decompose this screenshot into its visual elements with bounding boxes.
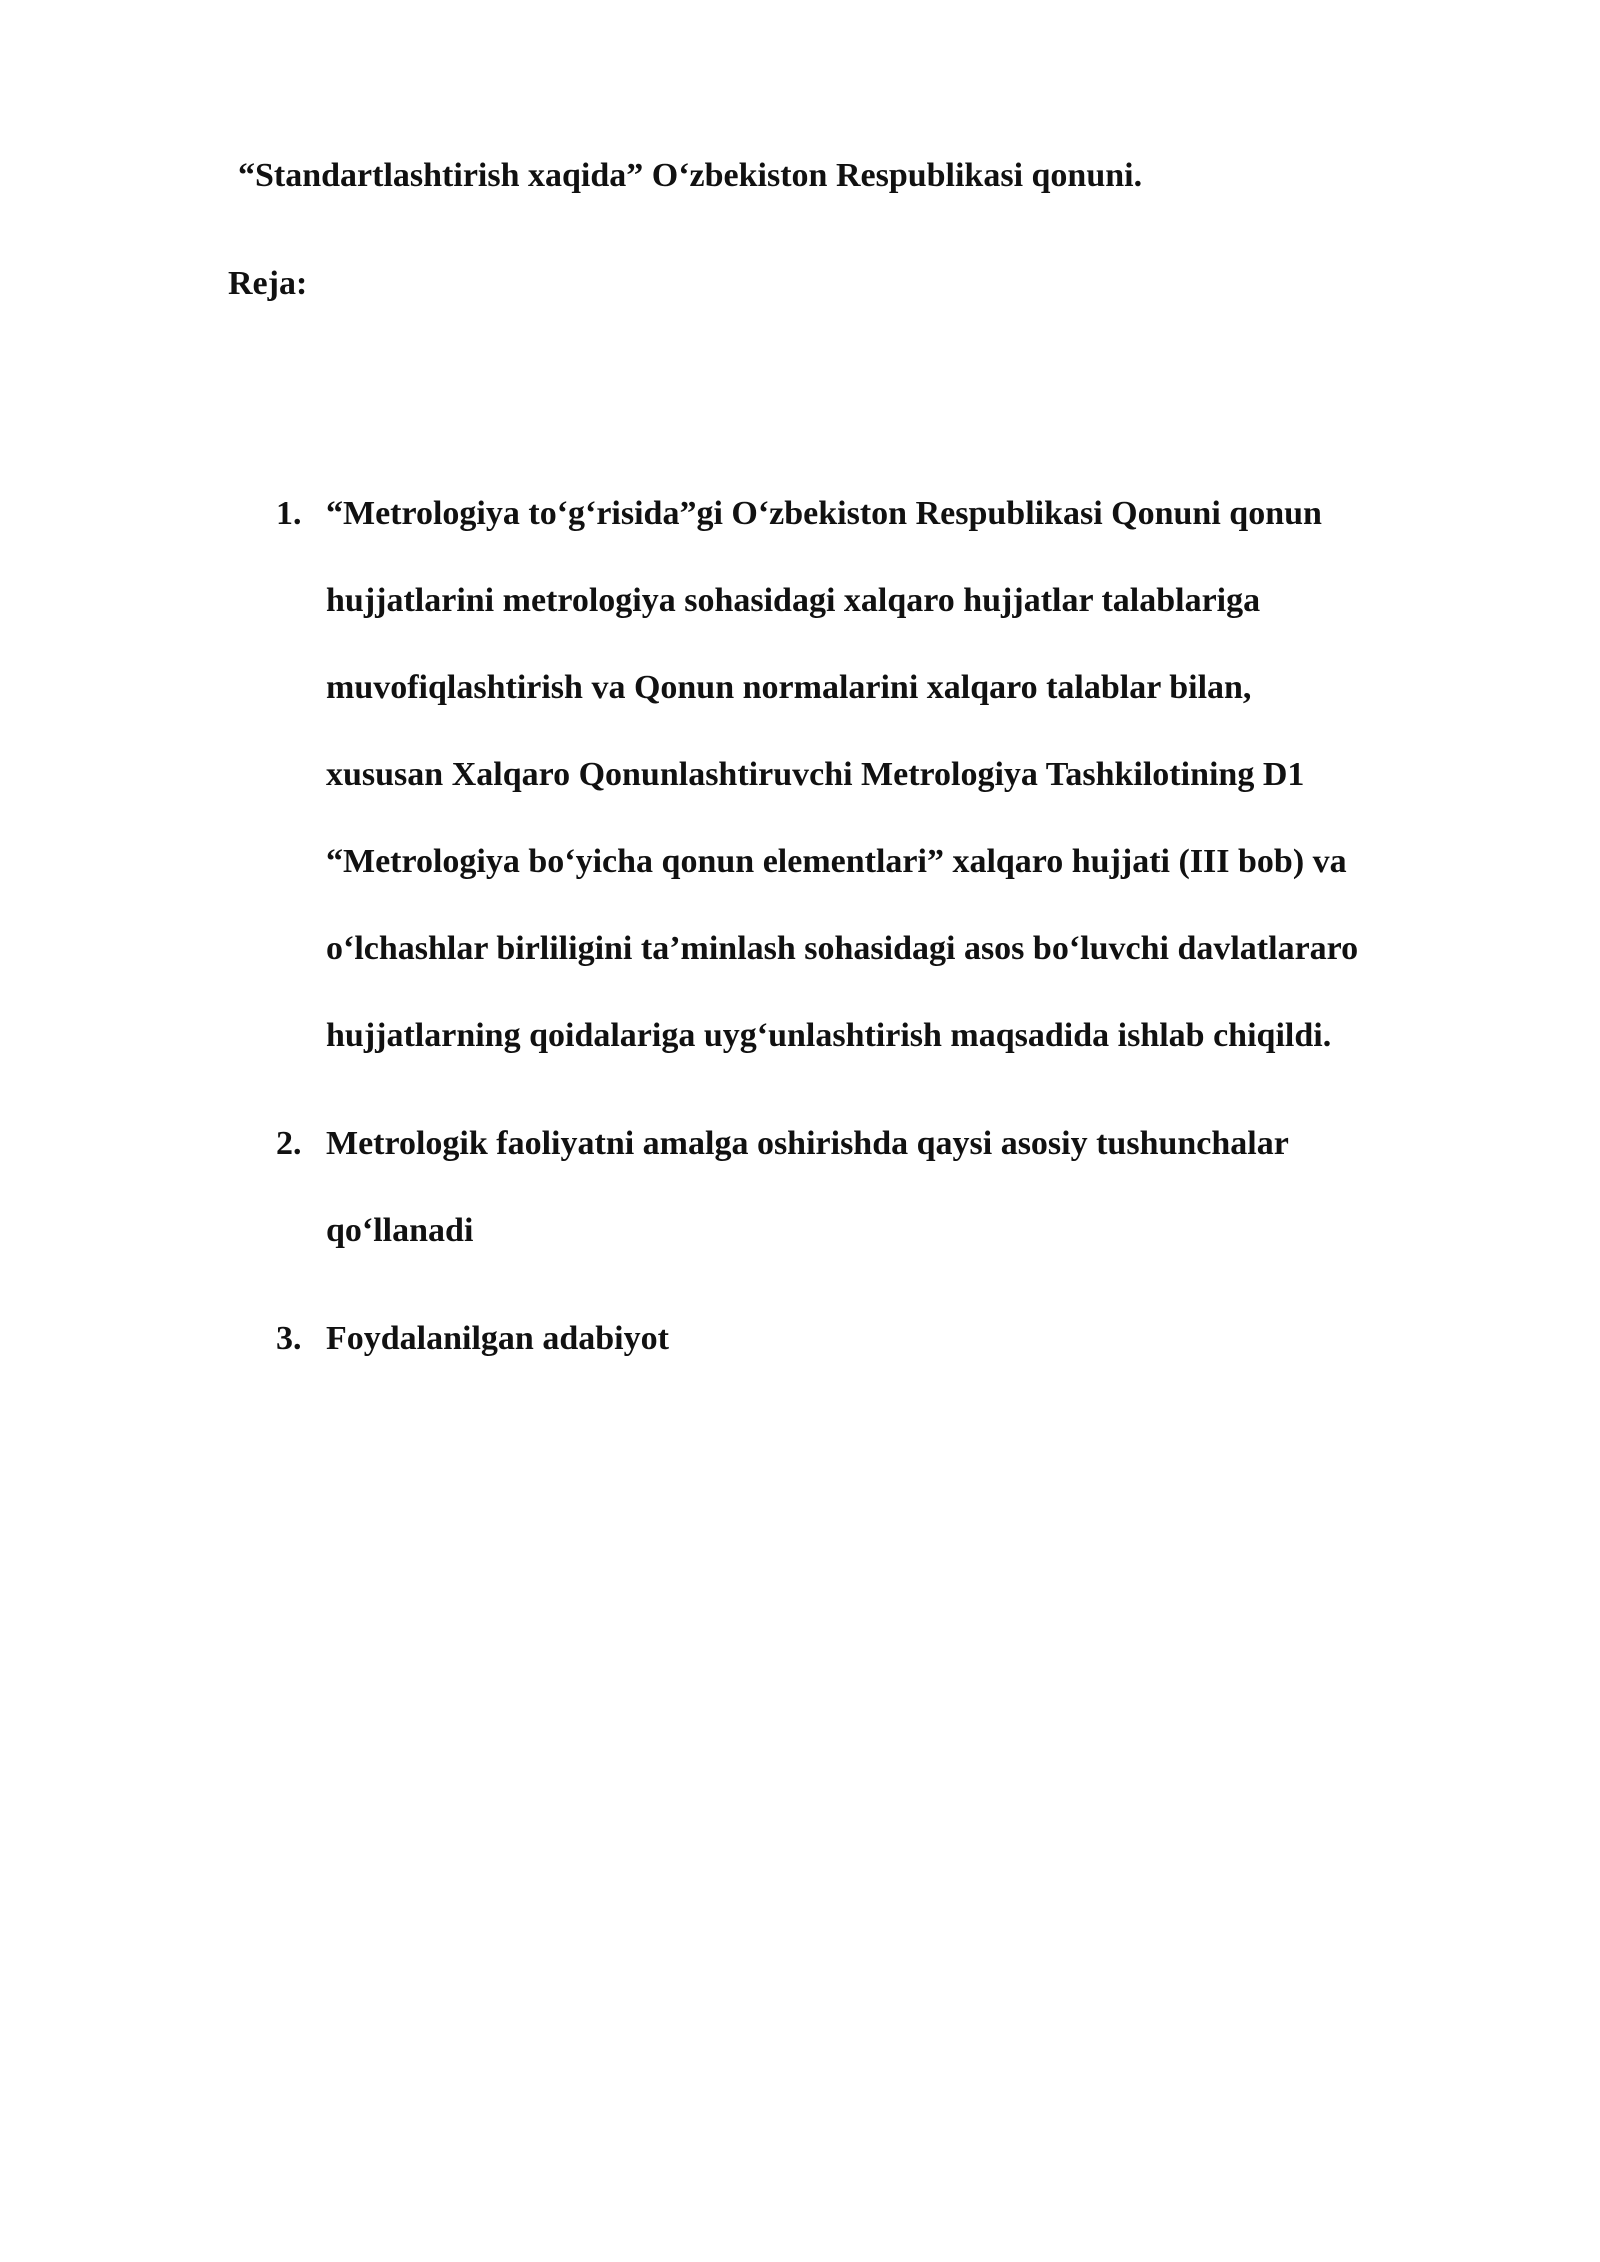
plan-list (276, 470, 1496, 1382)
plan-item-2 (276, 1100, 1496, 1274)
plan-item-line: “Metrologiya bo‘yicha qonun elementlari” xalqaro hujjati (III bob) va (326, 843, 1347, 880)
plan-item-line: o‘lchashlar birliligini ta’minlash sohasidagi asos bo‘luvchi davlatlararo (326, 930, 1359, 967)
plan-item-3 (276, 1295, 1496, 1382)
plan-item-line: hujjatlarning qoidalariga uyg‘unlashtirish maqsadida ishlab chiqildi. (326, 1017, 1332, 1054)
plan-item-line: qo‘llanadi (326, 1212, 474, 1249)
plan-item-line: “Metrologiya to‘g‘risida”gi O‘zbekiston Respublikasi Qonuni qonun (326, 495, 1322, 532)
plan-item-number: 3. (276, 1320, 302, 1357)
plan-item-number: 1. (276, 495, 302, 532)
plan-item-line: Foydalanilgan adabiyot (326, 1320, 669, 1357)
plan-item-number: 2. (276, 1125, 302, 1162)
plan-item-line: Metrologik faoliyatni amalga oshirishda qaysi asosiy tushunchalar (326, 1125, 1289, 1162)
document-title: “Standartlashtirish xaqida” O‘zbekiston Respublikasi qonuni. (238, 157, 1143, 194)
plan-heading: Reja: (228, 265, 308, 302)
plan-item-line: hujjatlarini metrologiya sohasidagi xalqaro hujjatlar talablariga (326, 582, 1261, 619)
plan-item-line: xususan Xalqaro Qonunlashtiruvchi Metrologiya Tashkilotining D1 (326, 756, 1305, 793)
plan-item-line: muvofiqlashtirish va Qonun normalarini xalqaro talablar bilan, (326, 669, 1252, 706)
plan-item-1 (276, 470, 1496, 1079)
